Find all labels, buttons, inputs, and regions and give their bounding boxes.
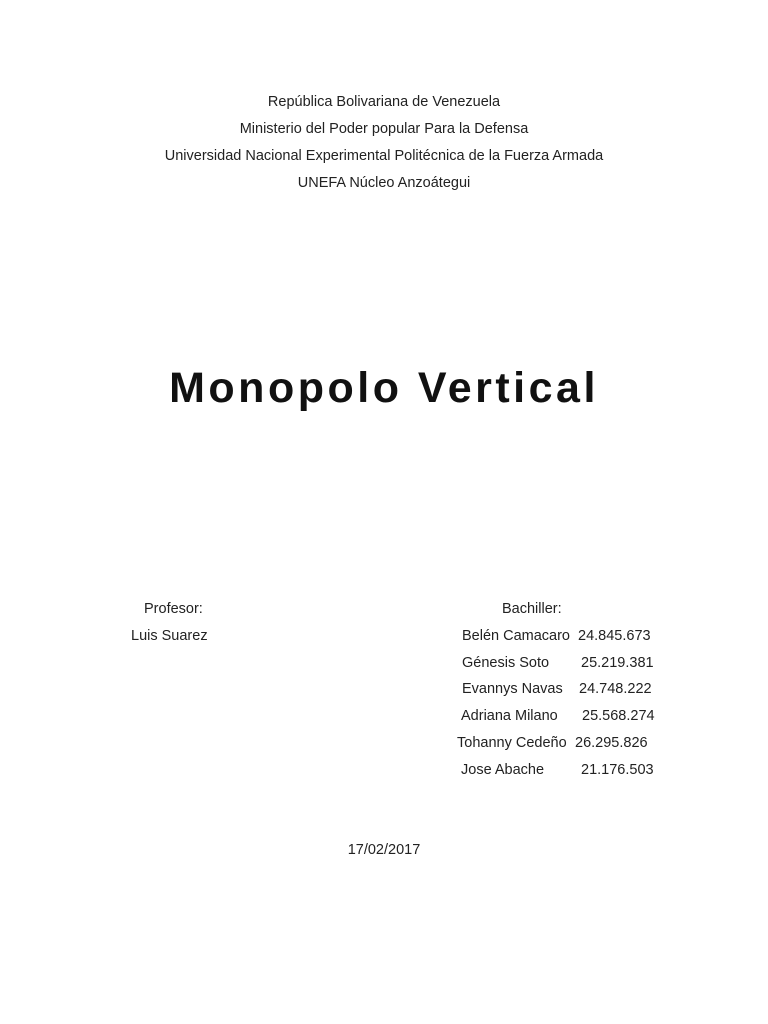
student-name: Tohanny Cedeño: [457, 735, 567, 751]
document-date: 17/02/2017: [347, 842, 421, 858]
student-id: 25.568.274: [582, 708, 655, 724]
students-label: Bachiller:: [502, 601, 562, 617]
document-title: Monopolo Vertical: [169, 364, 599, 412]
student-id: 24.748.222: [579, 681, 652, 697]
header-line-republic: República Bolivariana de Venezuela: [267, 94, 501, 110]
professor-name: Luis Suarez: [131, 628, 208, 644]
student-id: 24.845.673: [578, 628, 651, 644]
student-id: 25.219.381: [581, 655, 654, 671]
student-id: 26.295.826: [575, 735, 648, 751]
header-line-ministry: Ministerio del Poder popular Para la Defensa: [239, 121, 529, 137]
institution-header: [0, 89, 768, 197]
header-line-university: Universidad Nacional Experimental Politécnica de la Fuerza Armada: [164, 148, 604, 164]
student-name: Belén Camacaro: [462, 628, 570, 644]
student-name: Génesis Soto: [462, 655, 550, 671]
professor-label: Profesor:: [144, 601, 203, 617]
student-name: Jose Abache: [461, 762, 545, 778]
student-name: Adriana Milano: [461, 708, 558, 724]
header-line-campus: UNEFA Núcleo Anzoátegui: [297, 175, 471, 191]
student-id: 21.176.503: [581, 762, 654, 778]
student-name: Evannys Navas: [462, 681, 563, 697]
